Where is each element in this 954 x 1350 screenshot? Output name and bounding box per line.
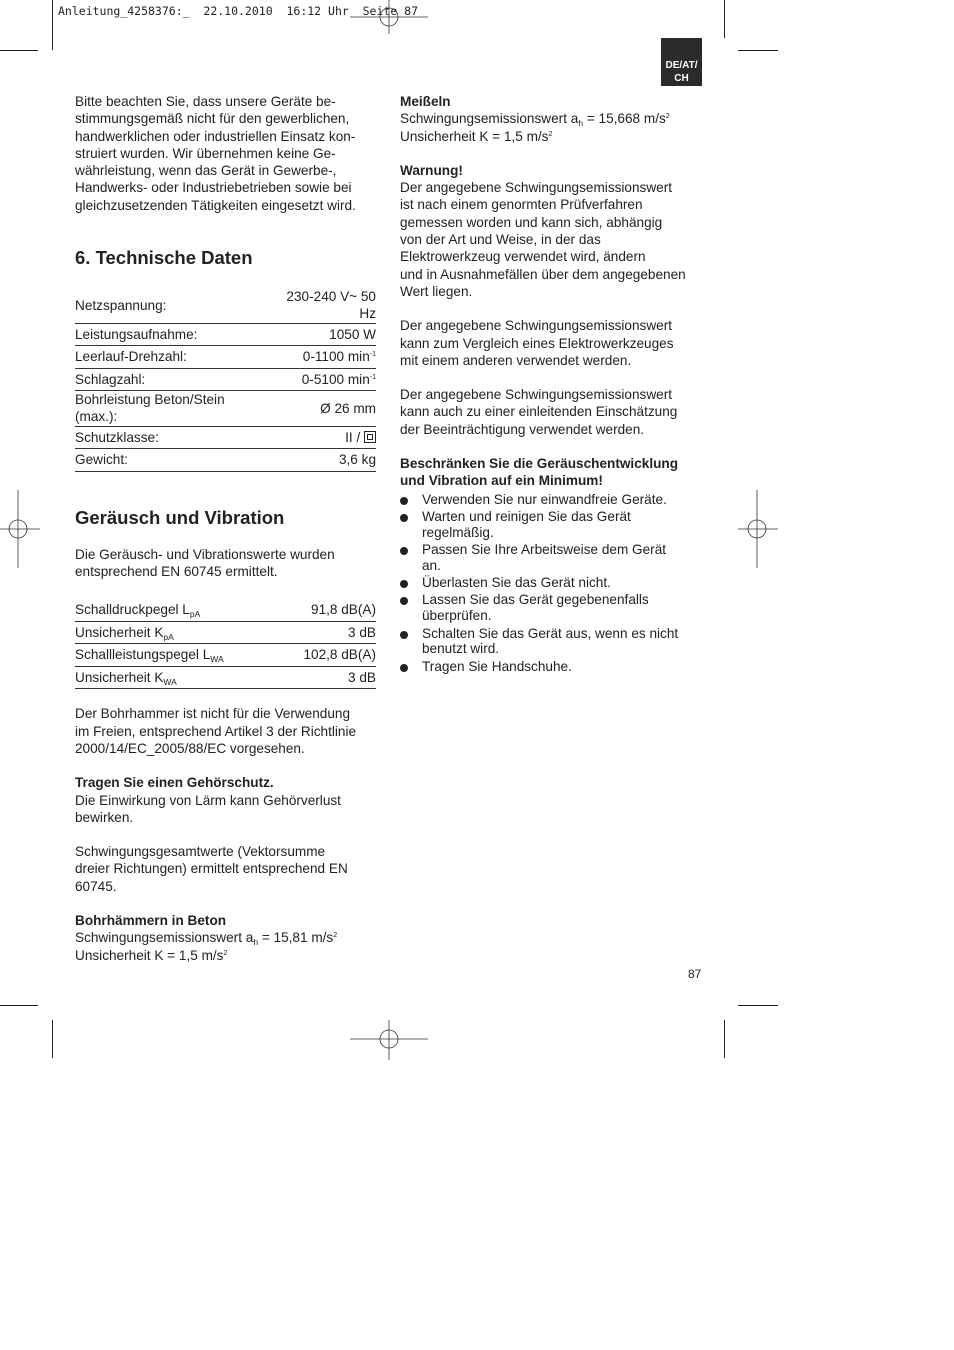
table-row <box>75 323 376 346</box>
subscript: h <box>578 118 584 129</box>
ear-protection-line: Die Einwirkung von Lärm kann Gehörverlust <box>75 792 341 808</box>
list-item-text: an. <box>422 557 441 573</box>
crop-mark <box>0 1005 38 1006</box>
table-row <box>75 368 376 391</box>
beton-uncertainty-line <box>75 947 380 964</box>
noise-value: 91,8 dB(A) <box>311 602 376 618</box>
vector-line: Schwingungsgesamtwerte (Vektorsumme <box>75 844 326 860</box>
limit-heading: Beschränken Sie die Geräuschentwicklung <box>400 456 679 472</box>
list-item <box>400 626 710 658</box>
page-number: 87 <box>688 967 702 981</box>
table-row <box>75 666 376 689</box>
beton-emission-line <box>75 929 380 946</box>
registration-mark-icon <box>738 490 778 568</box>
spec-value-cell <box>268 368 376 391</box>
warning-line: Der angegebene Schwingungsemissionswert <box>400 180 673 196</box>
spec-value: 230-240 V~ 50 Hz <box>268 288 376 323</box>
bullet-icon <box>400 497 408 505</box>
vector-line: dreier Richtungen) ermittelt entsprechend EN <box>75 861 348 877</box>
text: = 15,668 m/s <box>583 111 666 127</box>
text: Schwingungsemissionswert a <box>400 111 579 127</box>
compare-line: mit einem anderen verwendet werden. <box>400 352 632 368</box>
noise-subscript: WA <box>163 676 177 687</box>
estimate-line: kann auch zu einer einleitenden Einschätzung <box>400 404 678 420</box>
outdoor-line: 2000/14/EC_2005/88/EC vorgesehen. <box>75 740 305 756</box>
spec-value: II / <box>345 429 364 445</box>
right-column <box>400 93 710 676</box>
list-item-text: Tragen Sie Handschuhe. <box>422 658 572 674</box>
spec-value: 0-5100 min <box>301 371 370 387</box>
list-item-text: Überlasten Sie das Gerät nicht. <box>422 575 611 591</box>
list-item-text: Lassen Sie das Gerät gegebenenfalls <box>422 592 649 608</box>
spec-label: Leistungsaufnahme: <box>75 323 268 346</box>
bullet-icon <box>400 631 408 639</box>
list-item-text: Verwenden Sie nur einwandfreie Geräte. <box>422 491 667 507</box>
intro-line: gleichzusetzenden Tätigkeiten eingesetzt wird. <box>75 197 356 213</box>
list-item <box>400 509 710 541</box>
spec-value: 3,6 kg <box>268 449 376 472</box>
meisseln-heading: Meißeln <box>400 94 451 109</box>
estimate-line: der Beeinträchtigung verwendet werden. <box>400 421 645 437</box>
table-row <box>75 391 376 427</box>
language-badge <box>661 38 702 86</box>
table-row <box>75 644 376 667</box>
warning-heading: Warnung! <box>400 162 463 178</box>
superscript: 2 <box>333 932 338 940</box>
list-item-text: Schalten Sie das Gerät aus, wenn es nicht <box>422 625 679 641</box>
bullet-icon <box>400 597 408 605</box>
ear-protection-heading: Tragen Sie einen Gehörschutz. <box>75 775 274 791</box>
noise-label: Schalldruckpegel L <box>75 602 190 618</box>
noise-value: 102,8 dB(A) <box>277 644 376 667</box>
table-row <box>75 621 376 644</box>
noise-value: 3 dB <box>277 621 376 644</box>
badge-line: DE/AT/ <box>665 60 698 71</box>
spec-value: 0-1100 min <box>302 349 370 365</box>
list-item-text: benutzt wird. <box>422 641 500 657</box>
noise-subscript: pA <box>189 609 201 620</box>
noise-label-cell <box>75 666 277 689</box>
noise-intro-line: Die Geräusch- und Vibrationswerte wurden <box>75 546 335 562</box>
protection-class-ii-icon <box>364 431 376 443</box>
outdoor-line: Der Bohrhammer ist nicht für die Verwendung <box>75 706 351 722</box>
table-row <box>75 426 376 449</box>
noise-label: Schallleistungspegel L <box>75 647 211 663</box>
superscript: 2 <box>548 130 553 138</box>
intro-line: Handwerks- oder Industriebetrieben sowie bei <box>75 180 352 196</box>
vector-line: 60745. <box>75 878 117 894</box>
text: = 15,81 m/s <box>258 930 334 946</box>
noise-heading: Geräusch und Vibration <box>75 506 285 528</box>
spec-value-cell <box>268 346 376 369</box>
limit-heading: und Vibration auf ein Minimum! <box>400 473 603 489</box>
spec-value: 1050 W <box>268 323 376 346</box>
list-item-text: Passen Sie Ihre Arbeitsweise dem Gerät <box>422 542 667 558</box>
crop-mark <box>738 1005 778 1006</box>
noise-label-cell <box>75 599 277 621</box>
spec-label: Schlagzahl: <box>75 368 268 391</box>
list-item-text: überprüfen. <box>422 608 492 624</box>
meisseln-uncertainty-line <box>400 128 710 145</box>
ear-protection-line: bewirken. <box>75 809 134 825</box>
crop-mark <box>52 1020 53 1058</box>
registration-mark-icon <box>350 1020 428 1060</box>
crop-mark <box>724 0 725 38</box>
noise-label-cell <box>75 621 277 644</box>
list-item <box>400 492 710 508</box>
spec-superscript: -1 <box>369 373 376 381</box>
noise-label: Unsicherheit K <box>75 624 164 640</box>
spec-label: Netzspannung: <box>75 288 268 323</box>
list-item <box>400 659 710 675</box>
text: Schwingungsemissionswert a <box>75 930 254 946</box>
warning-line: und in Ausnahmefällen über dem angegebenen <box>400 266 686 282</box>
spec-value: Ø 26 mm <box>268 391 376 427</box>
registration-mark-icon <box>350 0 428 34</box>
intro-line: Bitte beachten Sie, dass unsere Geräte be- <box>75 94 336 109</box>
beton-heading: Bohrhämmern in Beton <box>75 913 227 929</box>
subscript: h <box>253 937 259 948</box>
crop-mark <box>52 0 53 50</box>
table-row <box>75 346 376 369</box>
table-row <box>75 449 376 472</box>
warning-line: von der Art und Weise, in der das <box>400 232 601 248</box>
spec-label: Gewicht: <box>75 449 268 472</box>
meisseln-emission-line <box>400 110 710 127</box>
bullet-icon <box>400 580 408 588</box>
crop-mark <box>0 50 38 51</box>
left-column <box>75 93 380 964</box>
tech-spec-table <box>75 288 376 472</box>
bullet-icon <box>400 547 408 555</box>
spec-label: Leerlauf-Drehzahl: <box>75 346 268 369</box>
warning-line: Wert liegen. <box>400 283 473 299</box>
noise-label-cell <box>75 644 277 667</box>
list-item-text: regelmäßig. <box>422 524 494 540</box>
noise-subscript: pA <box>163 631 174 642</box>
noise-value: 3 dB <box>277 666 376 689</box>
tips-list <box>400 492 710 675</box>
tech-heading: 6. Technische Daten <box>75 247 253 269</box>
bullet-icon <box>400 514 408 522</box>
intro-line: struiert wurden. Wir übernehmen keine Ge- <box>75 145 336 161</box>
compare-line: kann zum Vergleich eines Elektrowerkzeuges <box>400 335 674 351</box>
text: Unsicherheit K = 1,5 m/s <box>400 128 549 144</box>
noise-table <box>75 599 376 689</box>
table-row <box>75 599 376 621</box>
print-header: Anleitung_4258376:_ 22.10.2010 16:12 Uhr Seite 87 <box>58 4 419 18</box>
text: Unsicherheit K = 1,5 m/s <box>75 947 224 963</box>
badge-line: CH <box>674 73 689 84</box>
intro-line: handwerklichen oder industriellen Einsatz kon- <box>75 128 356 144</box>
outdoor-line: im Freien, entsprechend Artikel 3 der Richtlinie <box>75 723 357 739</box>
noise-subscript: WA <box>210 654 224 665</box>
superscript: 2 <box>223 949 228 957</box>
noise-intro-line: entsprechend EN 60745 ermittelt. <box>75 564 278 580</box>
warning-line: gemessen worden und kann sich, abhängig <box>400 214 663 230</box>
intro-line: währleistung, wenn das Gerät in Gewerbe-, <box>75 163 337 179</box>
crop-mark <box>724 1020 725 1058</box>
registration-mark-icon <box>0 490 40 568</box>
estimate-line: Der angegebene Schwingungsemissionswert <box>400 387 673 403</box>
spec-superscript: -1 <box>369 351 376 359</box>
noise-label: Unsicherheit K <box>75 669 164 685</box>
list-item <box>400 592 710 624</box>
spec-label: Schutzklasse: <box>75 426 268 449</box>
spec-label: Bohrleistung Beton/Stein (max.): <box>75 391 268 427</box>
warning-line: Elektrowerkzeug verwendet wird, ändern <box>400 249 646 265</box>
compare-line: Der angegebene Schwingungsemissionswert <box>400 318 673 334</box>
list-item <box>400 575 710 591</box>
table-row <box>75 288 376 323</box>
intro-line: stimmungsgemäß nicht für den gewerblichen, <box>75 111 350 127</box>
warning-line: ist nach einem genormten Prüfverfahren <box>400 197 643 213</box>
list-item-text: Warten und reinigen Sie das Gerät <box>422 508 631 524</box>
bullet-icon <box>400 664 408 672</box>
superscript: 2 <box>665 113 670 121</box>
list-item <box>400 542 710 574</box>
crop-mark <box>738 50 778 51</box>
spec-value-cell <box>268 426 376 449</box>
